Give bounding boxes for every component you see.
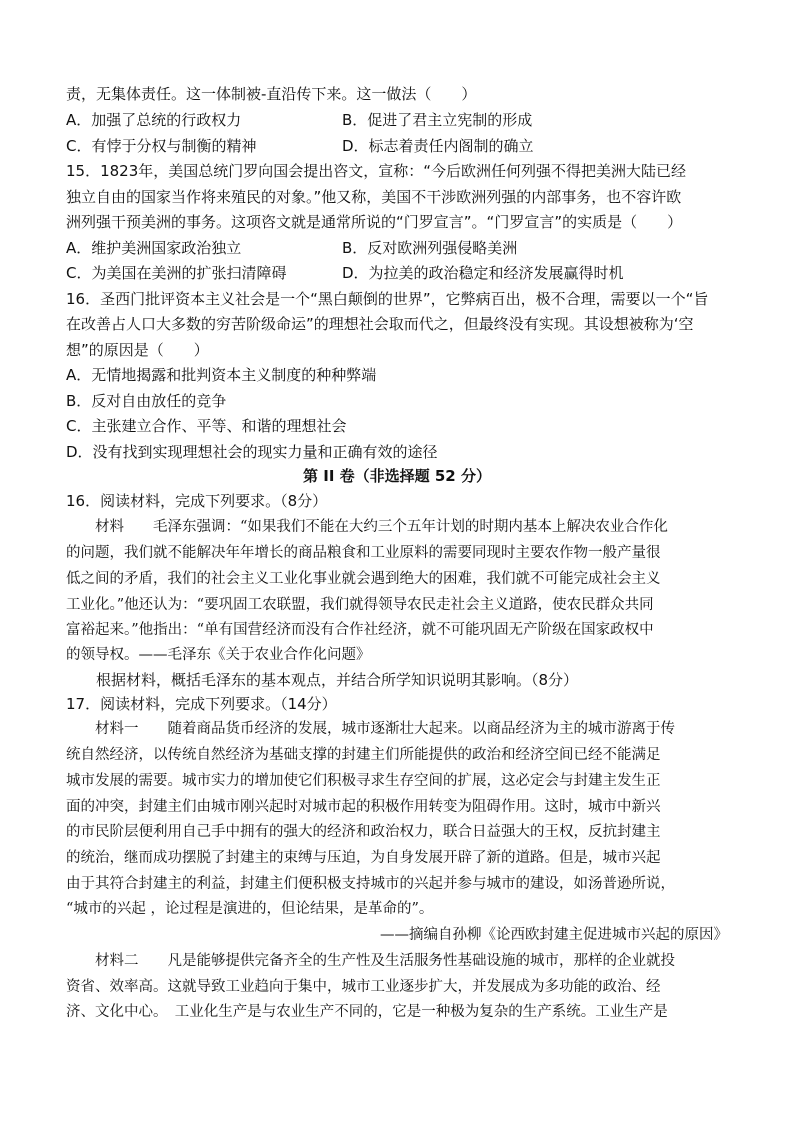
q14-stem-end: 责，无集体责任。这一体制被-直沿传下来。这一做法（ ） xyxy=(66,85,477,103)
q16b-question: 根据材料，概括毛泽东的基本观点，并结合所学知识说明其影响。（8分） xyxy=(66,671,579,689)
q17-material1-source: ——摘编自孙柳《论西欧封建主促进城市兴起的原因》 xyxy=(380,927,728,943)
q17-material2-line: 济、文化中心。 工业化生产是与农业生产不同的，它是一种极为复杂的生产系统。工业生产是 xyxy=(66,1004,668,1020)
q16b-material-line: 的领导权。——毛泽东《关于农业合作化问题》 xyxy=(66,647,371,663)
q14-option-c[interactable]: C．有悖于分权与制衡的精神 xyxy=(66,137,257,155)
q17-material1-line: 的市民阶层便利用自己手中拥有的强大的经济和政治权力，联合日益强大的王权，反抗封建主 xyxy=(66,824,661,840)
q16b-material-line: 的问题，我们就不能解决年年增长的商品粮食和工业原料的需要同现时主要农作物一般产量很 xyxy=(66,545,661,561)
q16b-material-line: 低之间的矛盾，我们的社会主义工业化事业就会遇到绝大的困难，我们就不可能完成社会主义 xyxy=(66,571,661,587)
q15-option-c[interactable]: C．为美国在美洲的扩张扫清障碍 xyxy=(66,264,287,282)
q17-material1-line: 面的冲突，封建主们由城市刚兴起时对城市起的积极作用转变为阻碍作用。这时，城市中新兴 xyxy=(66,799,661,815)
q16-stem-line: 在改善占人口大多数的穷苦阶级命运”的理想社会取而代之，但最终没有实现。其设想被称为‘空 xyxy=(66,315,694,333)
q14-option-d[interactable]: D．标志着责任内阁制的确立 xyxy=(342,137,534,155)
q16-stem-line: 想”的原因是（ ） xyxy=(66,341,209,359)
q16b-material-line: 工业化。”他还认为：“要巩固工农联盟，我们就得领导农民走社会主义道路，使农民群众共同 xyxy=(66,597,654,613)
q17-heading: 17．阅读材料，完成下列要求。（14分） xyxy=(66,695,337,713)
q17-material1-line: 由于其符合封建主的利益，封建主们便积极支持城市的兴起并参与城市的建设，如汤普逊所说， xyxy=(66,876,675,892)
q17-material1-line: 的统治，继而成功摆脱了封建主的束缚与压迫，为自身发展开辟了新的道路。但是，城市兴起 xyxy=(66,850,661,866)
q15-stem-line: 洲列强干预美洲的事务。这项咨文就是通常所说的“门罗宣言”。“门罗宣言”的实质是（ ） xyxy=(66,213,683,231)
q17-material2-line: 材料二 凡是能够提供完备齐全的生产性及生活服务性基础设施的城市，那样的企业就投 xyxy=(66,953,675,969)
q17-material1-line: 统自然经济，以传统自然经济为基础支撑的封建主们所能提供的政治和经济空间已经不能满足 xyxy=(66,747,661,763)
q16b-material-line: 材料 毛泽东强调：“如果我们不能在大约三个五年计划的时期内基本上解决农业合作化 xyxy=(66,519,668,535)
q16-option-a[interactable]: A．无情地揭露和批判资本主义制度的种种弊端 xyxy=(66,366,377,384)
q16-option-b[interactable]: B．反对自由放任的竞争 xyxy=(66,392,227,410)
q15-option-a[interactable]: A．维护美洲国家政治独立 xyxy=(66,239,242,257)
section-title: 第 II 卷（非选择题 52 分） xyxy=(303,467,491,485)
q17-material1-line: 城市发展的需要。城市实力的增加使它们积极寻求生存空间的扩展，这必定会与封建主发生正 xyxy=(66,773,661,789)
q16b-heading: 16．阅读材料，完成下列要求。（8分） xyxy=(66,492,328,510)
q14-option-b[interactable]: B．促进了君主立宪制的形成 xyxy=(342,111,533,129)
q16-option-c[interactable]: C．主张建立合作、平等、和谐的理想社会 xyxy=(66,417,347,435)
q17-material1-line: 材料一 随着商品货币经济的发展，城市逐渐壮大起来。以商品经济为主的城市游离于传 xyxy=(66,721,675,737)
q17-material1-line: “城市的兴起 ，论过程是演进的，但论结果，是革命的”。 xyxy=(66,901,434,917)
q16-stem-line: 16．圣西门批评资本主义社会是一个“黑白颠倒的世界”，它弊病百出，极不合理，需要以一个“旨 xyxy=(66,290,709,308)
q15-option-b[interactable]: B．反对欧洲列强侵略美洲 xyxy=(342,239,518,257)
q15-stem-line: 独立自由的国家当作将来殖民的对象。”他又称，美国不干涉欧洲列强的内部事务，也不容许欧 xyxy=(66,188,682,206)
q16b-material-line: 富裕起来。”他指出：“单有国营经济而没有合作社经济，就不可能巩固无产阶级在国家政权中 xyxy=(66,622,654,638)
q14-option-a[interactable]: A．加强了总统的行政权力 xyxy=(66,111,242,129)
q15-option-d[interactable]: D．为拉美的政治稳定和经济发展赢得时机 xyxy=(342,264,624,282)
q16-option-d[interactable]: D．没有找到实现理想社会的现实力量和正确有效的途径 xyxy=(66,443,438,461)
q17-material2-line: 资省、效率高。这就导致工业趋向于集中，城市工业逐步扩大，并发展成为多功能的政治、经 xyxy=(66,979,661,995)
q15-stem-line: 15．1823年，美国总统门罗向国会提出咨文，宣称：“今后欧洲任何列强不得把美洲大陆已经 xyxy=(66,162,687,180)
